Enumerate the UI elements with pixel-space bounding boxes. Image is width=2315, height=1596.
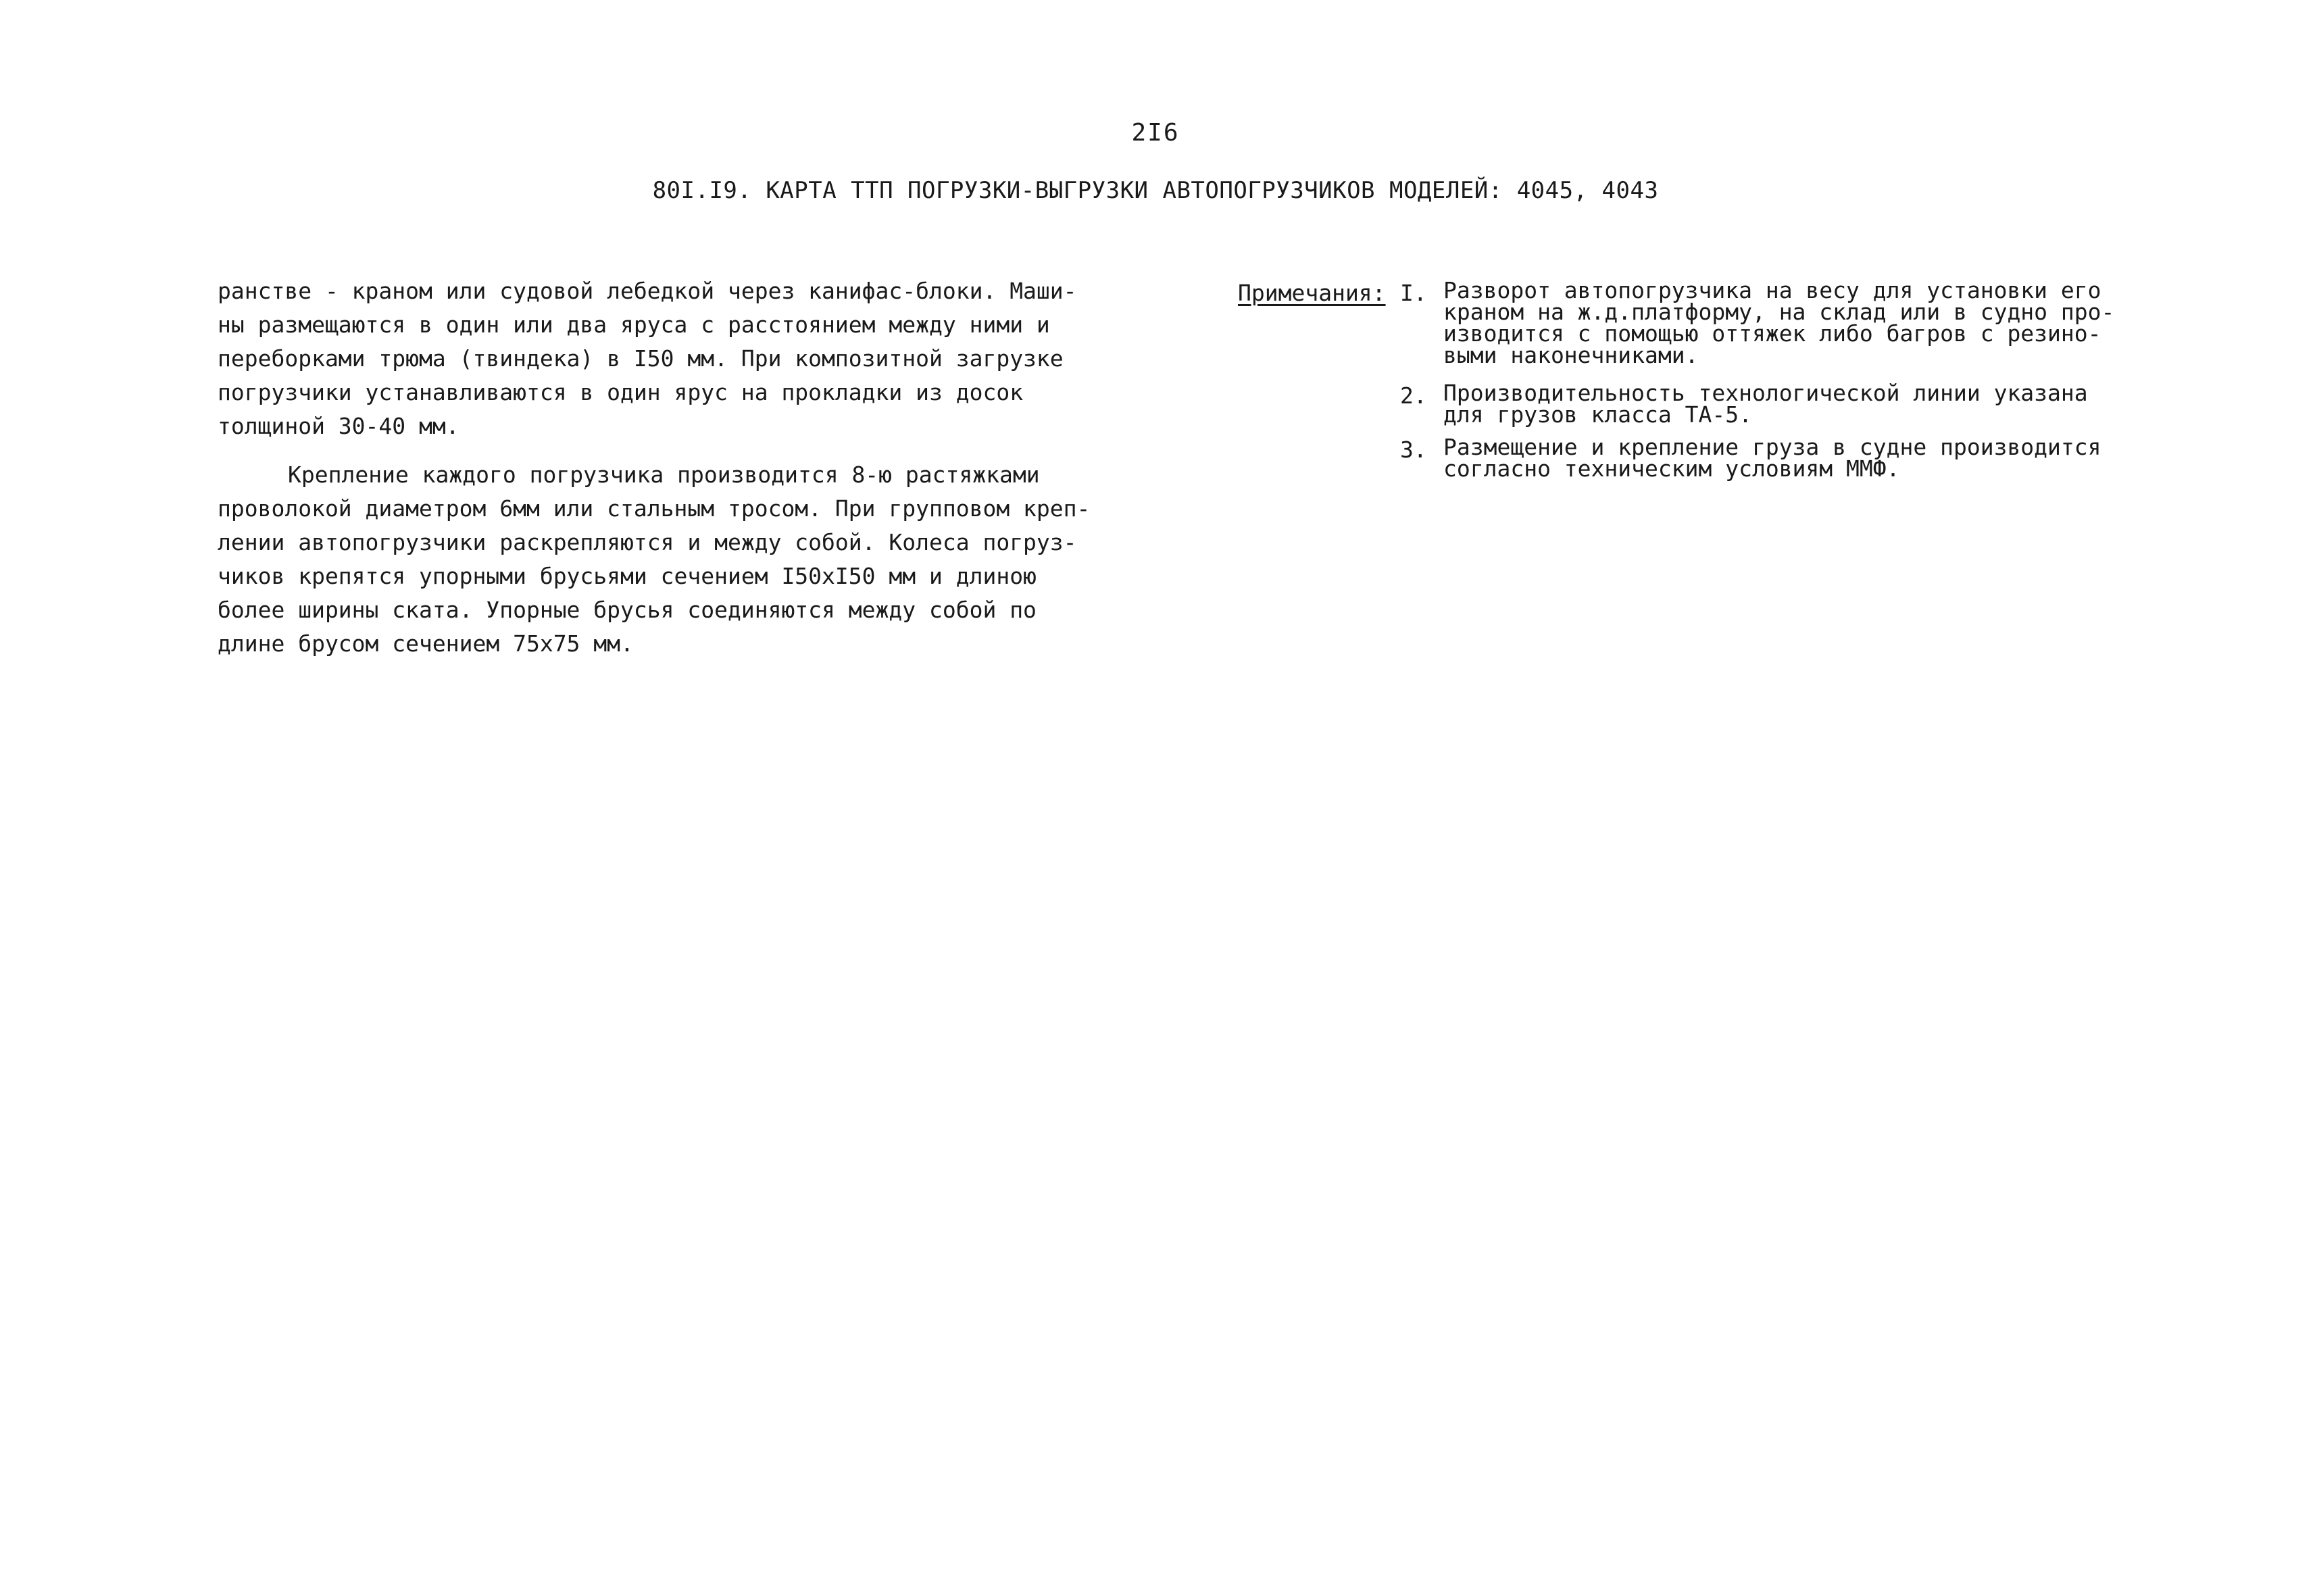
- text-line: толщиной 30-40 мм.: [218, 413, 459, 439]
- text-line: Крепление каждого погрузчика производится 8-ю растяжками: [288, 462, 1040, 488]
- paragraph-spacer: [218, 443, 1177, 458]
- document-title: 80I.I9. КАРТА ТТП ПОГРУЗКИ-ВЫГРУЗКИ АВТОПОГРУЗЧИКОВ МОДЕЛЕЙ: 4045, 4043: [652, 177, 1659, 204]
- note-text: [1443, 382, 2088, 426]
- note-text: [1443, 434, 2101, 482]
- note-line: изводится с помощью оттяжек либо багров с резино-: [1443, 320, 2101, 347]
- text-line: длине брусом сечением 75х75 мм.: [218, 630, 634, 657]
- note-line: для грузов класса ТА-5.: [1443, 401, 1752, 428]
- text-line: ранстве - краном или судовой лебедкой через канифас-блоки. Маши-: [218, 278, 1077, 304]
- note-text: [1443, 277, 2115, 368]
- note-number: 2.: [1400, 382, 1427, 409]
- note-number: 3.: [1400, 437, 1427, 463]
- text-line: погрузчики устанавливаются в один ярус на прокладки из досок: [218, 379, 1024, 405]
- paragraph-fastening: [218, 458, 1177, 661]
- text-line: переборками трюма (твиндека) в I50 мм. При композитной загрузке: [218, 345, 1064, 372]
- note-line: Производительность технологической линии указана: [1443, 380, 2088, 406]
- note-line: краном на ж.д.платформу, на склад или в судно про-: [1443, 299, 2115, 325]
- text-line: более ширины ската. Упорные брусья соединяются между собой по: [218, 597, 1037, 623]
- text-line: лении автопогрузчики раскрепляются и между собой. Колеса погруз-: [218, 529, 1077, 555]
- note-line: выми наконечниками.: [1443, 342, 1699, 368]
- left-text-column: [218, 274, 1177, 661]
- text-line: чиков крепятся упорными брусьями сечением I50xI50 мм и длиною: [218, 563, 1037, 589]
- text-line: ны размещаются в один или два яруса с расстоянием между ними и: [218, 311, 1050, 338]
- note-line: Разворот автопогрузчика на весу для установки его: [1443, 277, 2101, 303]
- text-line: проволокой диаметром 6мм или стальным тросом. При групповом креп-: [218, 495, 1091, 522]
- note-line: согласно техническим условиям ММФ.: [1443, 455, 1900, 482]
- note-number: I.: [1400, 280, 1427, 306]
- notes-label: Примечания:: [1238, 280, 1386, 306]
- note-line: Размещение и крепление груза в судне производится: [1443, 434, 2101, 460]
- paragraph-loading-placement: [218, 274, 1177, 443]
- page-number: 2I6: [1131, 119, 1180, 147]
